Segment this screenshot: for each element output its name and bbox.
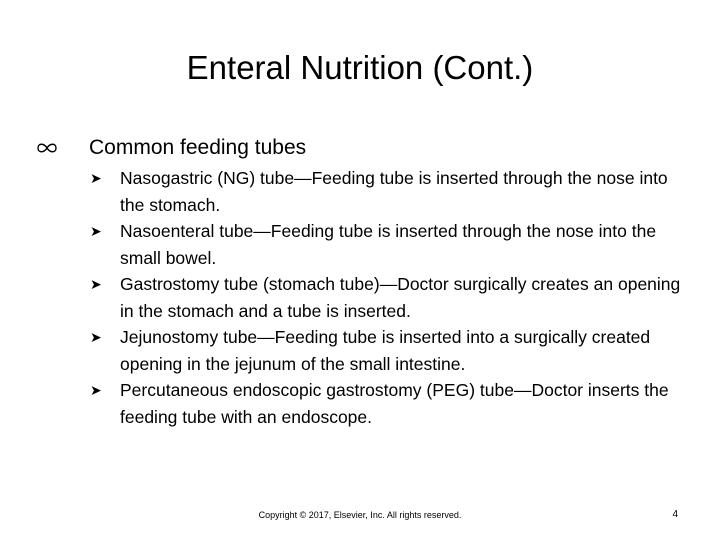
list-item: [90, 165, 690, 218]
slide-title: Enteral Nutrition (Cont.): [186, 49, 534, 86]
list-item: [90, 377, 690, 430]
infinity-bullet-icon: [36, 141, 58, 155]
arrowhead-bullet-icon: ➤: [90, 329, 102, 345]
list-item-text: Nasogastric (NG) tube—Feeding tube is inserted through the nose into the stomach.: [120, 168, 668, 215]
list-item-text: Jejunostomy tube—Feeding tube is inserted into a surgically created opening in the jejunum of the small intestine.: [120, 327, 651, 374]
arrowhead-bullet-icon: ➤: [90, 276, 102, 292]
list-item: [90, 271, 690, 324]
footer-copyright: Copyright © 2017, Elsevier, Inc. All rights reserved.: [258, 510, 462, 520]
list-item-text: Percutaneous endoscopic gastrostomy (PEG) tube—Doctor inserts the feeding tube with an endoscope.: [120, 380, 669, 427]
list-item-text: Nasoenteral tube—Feeding tube is inserted through the nose into the small bowel.: [120, 221, 657, 268]
page-number: 4: [672, 509, 678, 520]
arrowhead-bullet-icon: ➤: [90, 382, 102, 398]
list-item: [90, 218, 690, 271]
arrowhead-bullet-icon: ➤: [90, 170, 102, 186]
list-item-text: Gastrostomy tube (stomach tube)—Doctor surgically creates an opening in the stomach and a tube is inserted.: [120, 274, 681, 321]
main-bullet-text: Common feeding tubes: [89, 136, 307, 159]
arrowhead-bullet-icon: ➤: [90, 223, 102, 239]
list-item: [90, 324, 690, 377]
feeding-tube-list: [90, 165, 690, 430]
